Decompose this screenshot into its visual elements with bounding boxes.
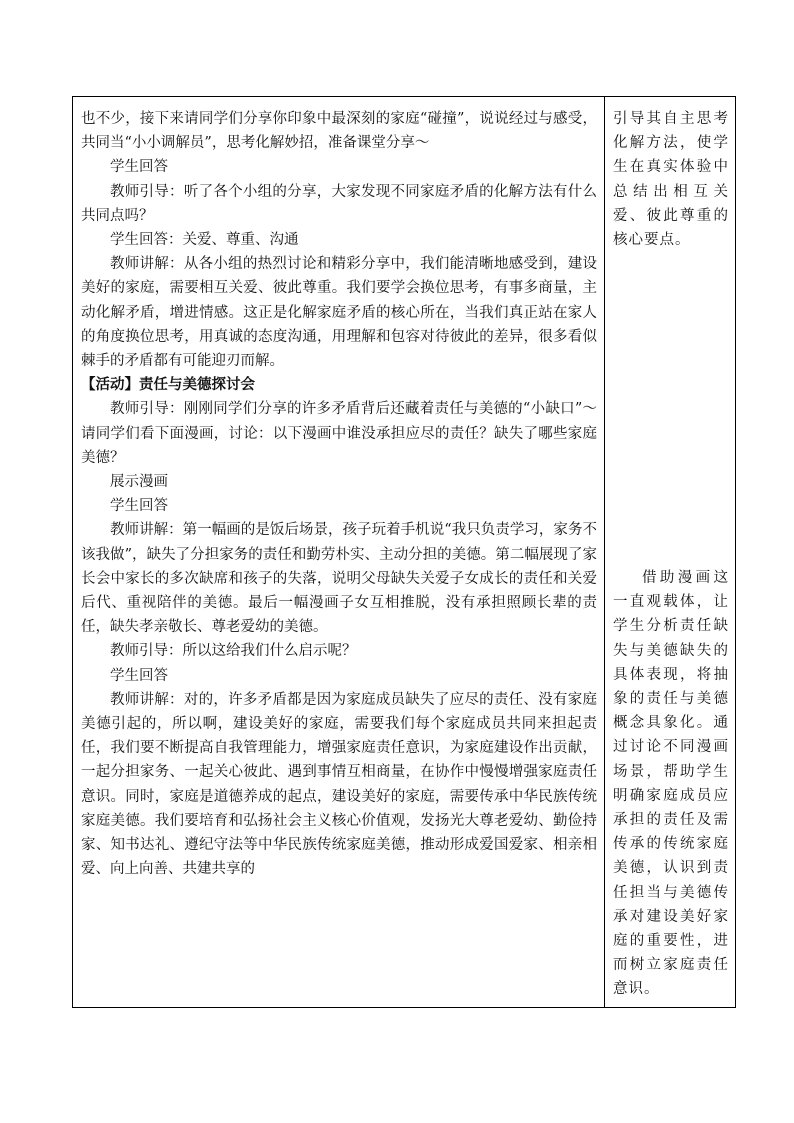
- teacher-guide-1: 教师引导：听了各个小组的分享，大家发现不同家庭矛盾的化解方法有什么共同点吗？: [81, 183, 597, 224]
- activity-heading: [81, 373, 597, 397]
- teacher-explain-2: 教师讲解：第一幅画的是饭后场景，孩子玩着手机说“我只负责学习，家务不该我做”，缺失了分担家务的责任和勤劳朴实、主动分担的美德。第二幅展现了家长会中家长的多次缺席和孩子的失落，说明父母缺失关爱子女成长的责任和关爱后代、重视陪伴的美德。最后一幅漫画子女互相推脱，没有承担照顾长辈的责任，缺失孝亲敬长、尊老爱幼的美德。: [81, 522, 597, 636]
- teacher-explain-1: 教师讲解：从各小组的热烈讨论和精彩分享中，我们能清晰地感受到，建设美好的家庭，需要相互关爱、彼此尊重。我们要学会换位思考，有事多商量，主动化解矛盾，增进情感。这正是化解家庭矛盾的核心所在，当我们真正站在家人的角度换位思考，用真诚的态度沟通，用理解和包容对待彼此的差异，很多看似棘手的矛盾都有可能迎刃而解。: [81, 256, 597, 370]
- student-answer-2: 学生回答：关爱、尊重、沟通: [110, 232, 299, 249]
- show-comic: 展示漫画: [110, 474, 168, 491]
- teaching-process-cell: [81, 107, 597, 882]
- teacher-guide-3: 教师引导：所以这给我们什么启示呢？: [110, 643, 357, 660]
- activity-tag: 【活动】: [81, 377, 139, 394]
- design-intent-cell-2: [613, 566, 729, 1002]
- activity-title: 责任与美德探讨会: [139, 377, 255, 394]
- lesson-plan-table: [72, 96, 736, 1008]
- student-answer-1: 学生回答: [110, 159, 168, 176]
- design-intent-1: 引导其自主思考化解方法，使学生在真实体验中总结出相互关爱、彼此尊重的核心要点。: [613, 111, 729, 249]
- student-answer-3: 学生回答: [110, 498, 168, 515]
- teacher-guide-2: 教师引导：刚刚同学们分享的许多矛盾背后还藏着责任与美德的“小缺口”～请同学们看下面漫画，讨论：以下漫画中谁没承担应尽的责任？缺失了哪些家庭美德？: [81, 401, 597, 466]
- design-intent-2: 借助漫画这一直观载体，让学生分析责任缺失与美德缺失的具体表现，将抽象的责任与美德概念具象化。通过讨论不同漫画场景，帮助学生明确家庭成员应承担的责任及需传承的传统家庭美德，认识到责任担当与美德传承对建设美好家庭的重要性，进而树立家庭责任意识。: [613, 570, 729, 998]
- design-intent-cell-1: [613, 107, 729, 252]
- student-answer-4: 学生回答: [110, 667, 168, 684]
- teacher-explain-3: 教师讲解：对的，许多矛盾都是因为家庭成员缺失了应尽的责任、没有家庭美德引起的，所以啊，建设美好的家庭，需要我们每个家庭成员共同来担起责任，我们要不断提高自我管理能力，增强家庭责任意识，为家庭建设作出贡献，一起分担家务、一起关心彼此、遇到事情互相商量，在协作中慢慢增强家庭责任意识。同时，家庭是道德养成的起点，建设美好的家庭，需要传承中华民族传统家庭美德。我们要培育和弘扬社会主义核心价值观，发扬光大尊老爱幼、勤俭持家、知书达礼、遵纪守法等中华民族传统家庭美德，推动形成爱国爱家、相亲相爱、向上向善、共建共享的: [81, 691, 597, 878]
- paragraph-continuation: 也不少，接下来请同学们分享你印象中最深刻的家庭“碰撞”，说说经过与感受，共同当“小小调解员”，思考化解妙招，准备课堂分享～: [81, 111, 597, 152]
- column-divider: [604, 97, 605, 1007]
